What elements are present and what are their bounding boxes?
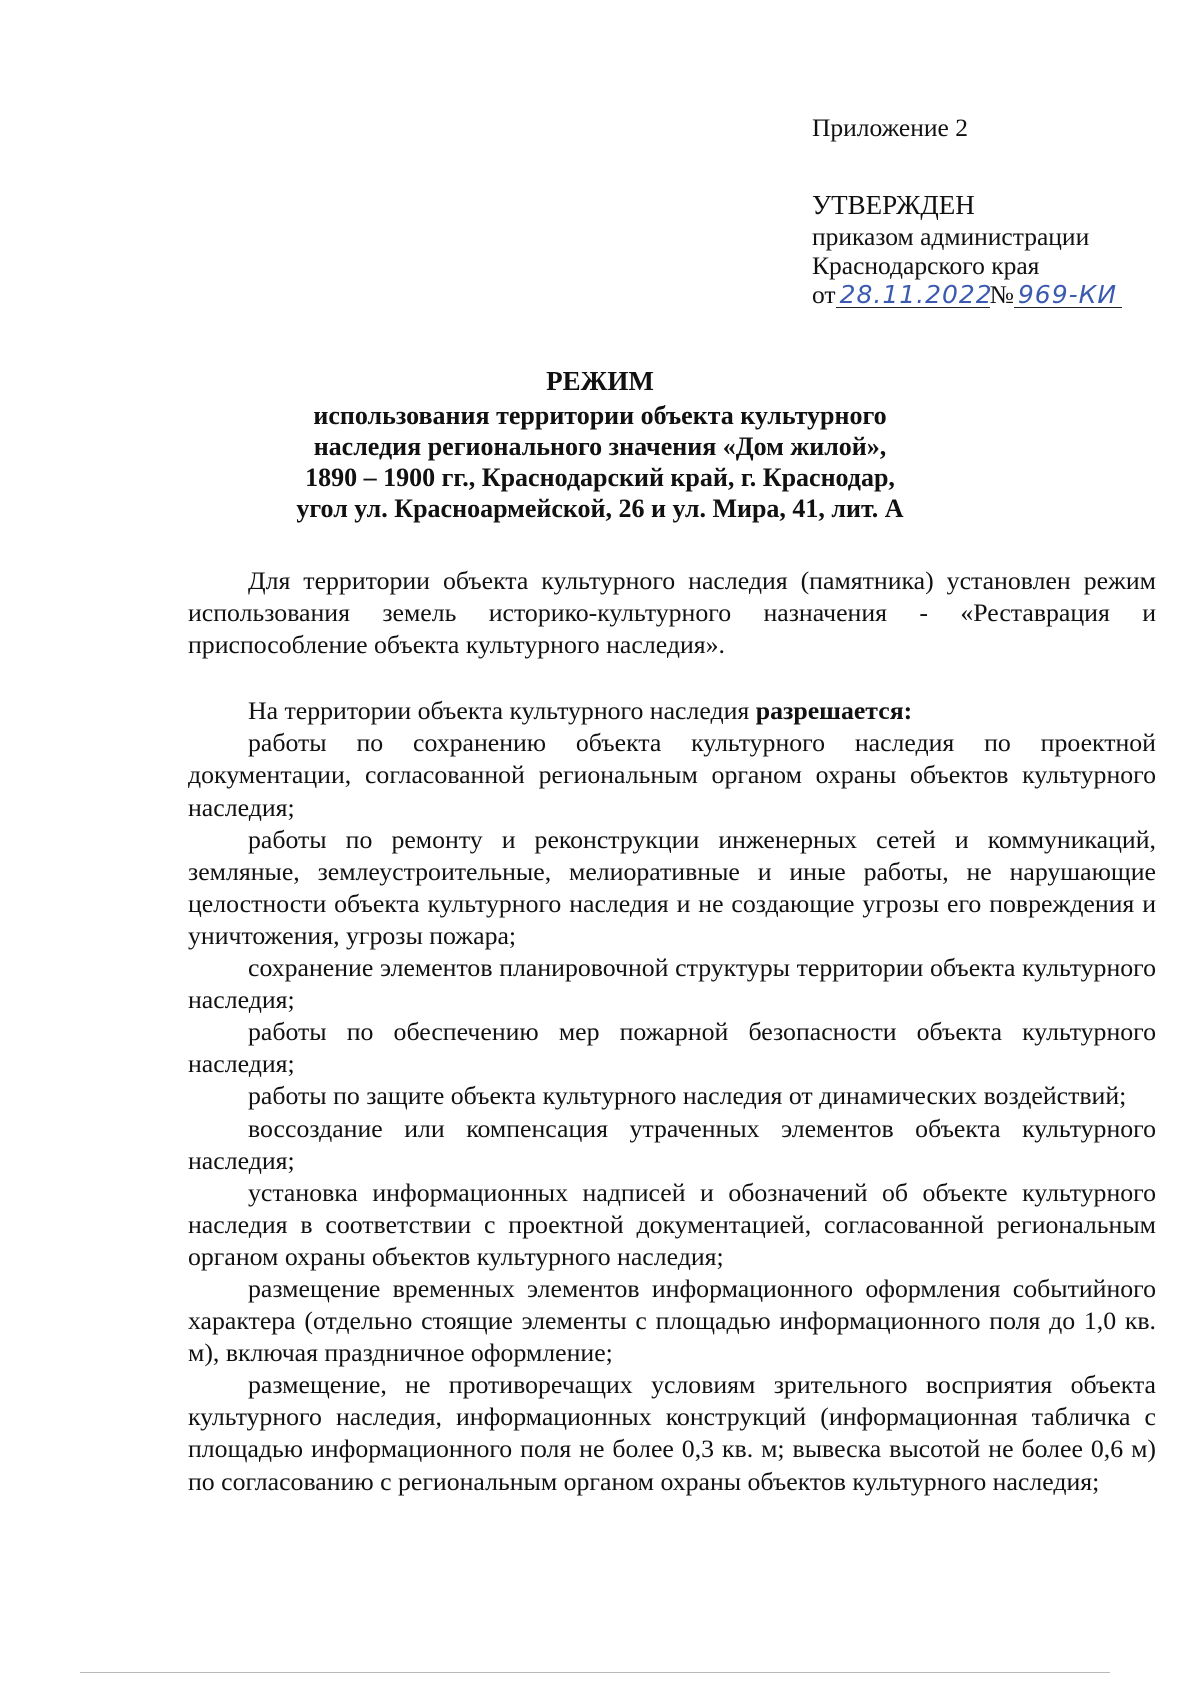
list-item: установка информационных надписей и обозначений об объекте культурного наследия в соответствии с проектной документацией, согласованной региональным органом охраны объектов культурного наследия; xyxy=(188,1177,1156,1271)
appendix-label: Приложение 2 xyxy=(812,113,968,142)
title-line-1: использования территории объекта культурного xyxy=(313,401,887,430)
approved-heading: УТВЕРЖДЕН xyxy=(812,190,975,220)
allowed-heading xyxy=(188,695,1156,727)
title-main: РЕЖИМ xyxy=(546,366,654,396)
intro-paragraph: Для территории объекта культурного наследия (памятника) установлен режим использования земель историко-культурного назначения - «Реставрация и приспособление объекта культурного наследия». xyxy=(188,566,1156,660)
approval-line-1: приказом администрации xyxy=(812,222,1090,251)
approval-date-line xyxy=(812,280,1172,309)
list-item: работы по ремонту и реконструкции инженерных сетей и коммуникаций, земляные, землеустроительные, мелиоративные и иные работы, не нарушающие целостности объекта культурного наследия и не создающие угрозы его повреждения и уничтожения, угрозы пожара; xyxy=(188,824,1156,950)
list-item: размещение временных элементов информационного оформления событийного характера (отдельно стоящие элементы с площадью информационного поля до 1,0 кв. м), включая праздничное оформление; xyxy=(188,1273,1156,1368)
title-line-2: наследия регионального значения «Дом жилой», xyxy=(313,432,887,461)
document-body xyxy=(188,565,1156,1498)
number-prefix: № xyxy=(989,280,1014,309)
list-item: сохранение элементов планировочной структуры территории объекта культурного наследия; xyxy=(188,953,1156,1015)
list-item: работы по защите объекта культурного наследия от динамических воздействий; xyxy=(248,1081,1127,1111)
list-item: размещение, не противоречащих условиям зрительного восприятия объекта культурного наследия, информационных конструкций (информационная табличка с площадью информационного поля не более 0,3 кв. м; вывеска высотой не более 0,6 м) по согласованию с региональным органом охраны объектов культурного наследия; xyxy=(188,1370,1156,1496)
title-line-4: угол ул. Красноармейской, 26 и ул. Мира, 41, лит. А xyxy=(296,494,904,523)
allowed-lead: На территории объекта культурного наследия xyxy=(248,696,756,726)
list-item: работы по сохранению объекта культурного наследия по проектной документации, согласованной региональным органом охраны объектов культурного наследия; xyxy=(188,728,1156,822)
list-item: воссоздание или компенсация утраченных элементов объекта культурного наследия; xyxy=(188,1113,1156,1175)
scan-edge-line xyxy=(80,1672,1110,1673)
document-title xyxy=(190,366,1010,524)
approval-line-2: Краснодарского края xyxy=(812,251,1040,280)
handwritten-number: 969-КИ xyxy=(1014,283,1122,308)
title-line-3: 1890 – 1900 гг., Краснодарский край, г. Краснодар, xyxy=(305,463,895,492)
approval-block xyxy=(812,113,1172,309)
date-prefix: от xyxy=(812,280,836,309)
allowed-bold: разрешается: xyxy=(755,696,913,726)
handwritten-date: 28.11.2022 xyxy=(836,283,990,308)
list-item: работы по обеспечению мер пожарной безопасности объекта культурного наследия; xyxy=(188,1017,1156,1079)
